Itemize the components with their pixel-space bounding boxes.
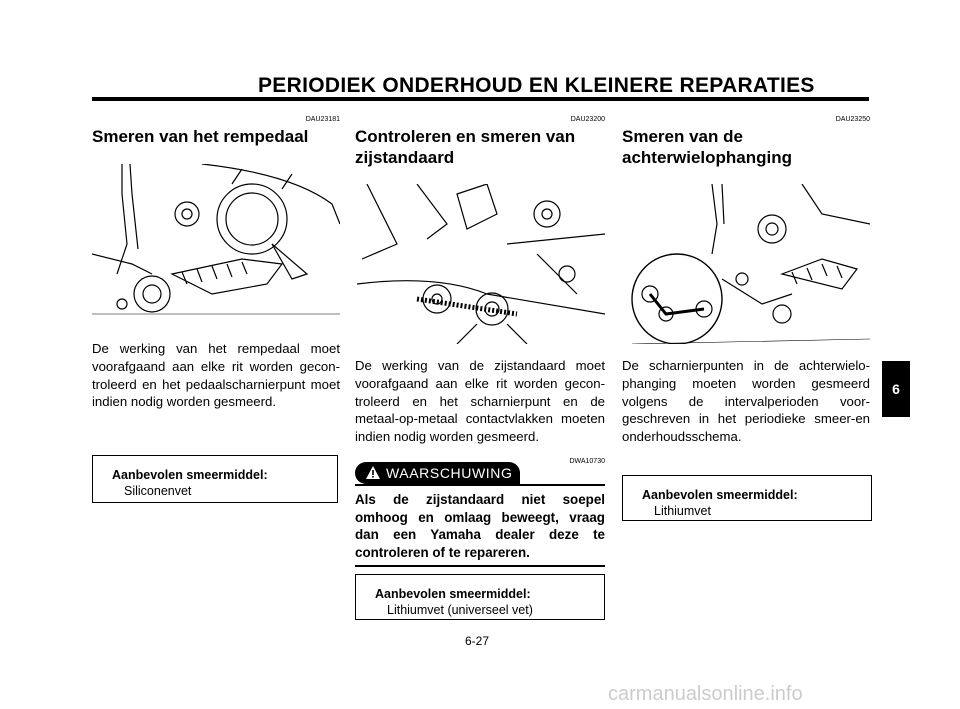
lubricant-box [355, 574, 605, 620]
lubricant-label: Aanbevolen smeermiddel: [642, 488, 798, 502]
rear-suspension-figure [622, 184, 870, 344]
section-body: De werking van het rempedaal moet voorafgaand aan elke rit worden gecon-troleerd en het pedaalscharnierpunt moet indien nodig worden gesmeerd. [92, 341, 340, 410]
warning-label: WAARSCHUWING [386, 465, 513, 481]
section-code: DAU23181 [305, 116, 340, 123]
brake-pedal-figure [92, 164, 340, 330]
section-title: Smeren van het rempedaal [92, 127, 309, 146]
lubricant-label: Aanbevolen smeermiddel: [375, 587, 531, 601]
lubricant-value: Lithiumvet [654, 504, 711, 518]
lubricant-value: Lithiumvet (universeel vet) [387, 603, 533, 617]
section-code: DAU23200 [570, 116, 605, 123]
section-title: Controleren en smeren van zijstandaard [355, 127, 576, 167]
section-body: De werking van de zijstandaard moet voorafgaand aan elke rit worden gecon-troleerd en het scharnierpunt en de metaal-op-metaal contactvlakken moeten indien nodig worden gesmeerd. [355, 358, 605, 445]
lubricant-box [622, 475, 872, 521]
chapter-tab[interactable]: 6 [882, 361, 910, 417]
warning-code: DWA10730 [569, 458, 605, 465]
warning-triangle-icon [365, 465, 381, 485]
page-number: 6-27 [465, 634, 490, 648]
section-body: De scharnierpunten in de achterwielo-phanging moeten worden gesmeerd volgens de intervalperioden voor-geschreven in het periodieke smeer-en onderhoudsschema. [622, 358, 870, 445]
warning-end-rule [355, 565, 605, 567]
lubricant-label: Aanbevolen smeermiddel: [112, 468, 268, 482]
lubricant-value: Siliconenvet [124, 484, 192, 498]
section-title: Smeren van de achterwielophanging [622, 127, 793, 167]
section-code: DAU23250 [835, 116, 870, 123]
watermark: carmanualsonline.info [608, 683, 803, 705]
warning-rule [355, 484, 605, 486]
page-header-title: PERIODIEK ONDERHOUD EN KLEINERE REPARATIES [258, 74, 815, 97]
sidestand-figure [357, 184, 605, 344]
warning-badge [355, 462, 520, 484]
lubricant-box [92, 455, 338, 503]
warning-text: Als de zijstandaard niet soepel omhoog en omlaag beweegt, vraag dan een Yamaha dealer deze te controleren of te repareren. [355, 492, 605, 560]
header-rule [92, 97, 869, 101]
